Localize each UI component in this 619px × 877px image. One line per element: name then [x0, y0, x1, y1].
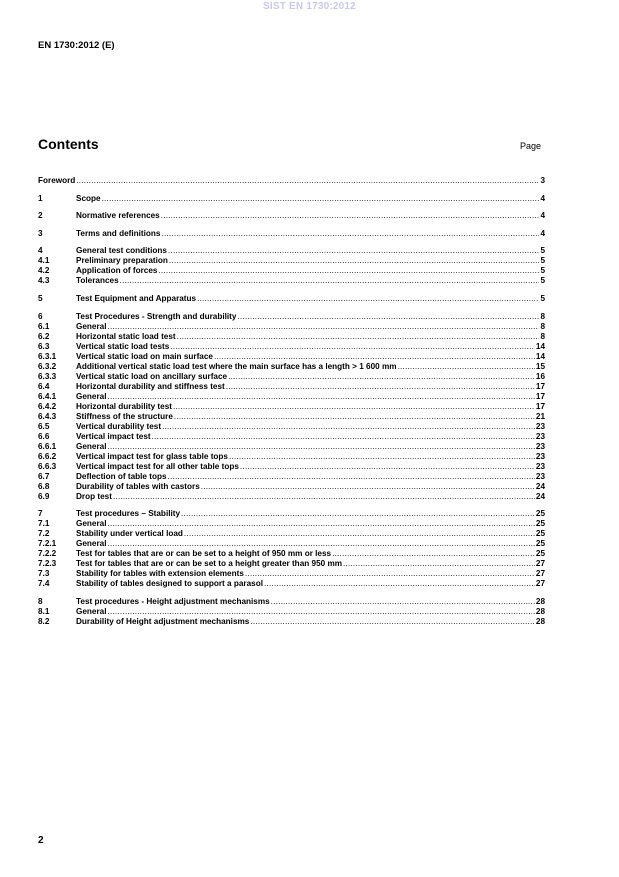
- toc-entry-number: 7.1: [38, 519, 50, 529]
- toc-entry[interactable]: [38, 211, 545, 221]
- toc-entry[interactable]: [38, 266, 545, 276]
- toc-entry-page: 23: [535, 471, 545, 481]
- toc-dot-leader: [161, 229, 539, 239]
- toc-entry-title: Test procedures – Stability: [76, 509, 181, 519]
- toc-entry-number: 6.4.2: [38, 401, 57, 411]
- toc-entry-title: Tolerances: [76, 276, 119, 286]
- toc-entry-page: 25: [535, 539, 545, 549]
- toc-entry-title: General: [76, 321, 107, 331]
- toc-entry-title: Horizontal durability and stiffness test: [76, 381, 225, 391]
- toc-dot-leader: [120, 276, 540, 286]
- toc-entry-title: Test for tables that are or can be set to a height of 950 mm or less: [76, 549, 332, 559]
- toc-entry[interactable]: [38, 452, 545, 462]
- toc-entry-number: 2: [38, 211, 43, 221]
- toc-entry-page: 27: [535, 579, 545, 589]
- toc-dot-leader: [226, 382, 535, 392]
- toc-entry[interactable]: [38, 312, 545, 322]
- toc-dot-leader: [108, 607, 535, 617]
- toc-entry-page: 14: [535, 341, 545, 351]
- toc-entry-page: 28: [535, 606, 545, 616]
- toc-dot-leader: [108, 322, 540, 332]
- toc-entry-title: Vertical static load tests: [76, 341, 170, 351]
- toc-group-spacer: [38, 204, 545, 212]
- toc-entry[interactable]: [38, 332, 545, 342]
- toc-entry[interactable]: [38, 372, 545, 382]
- toc-entry-title: Test Procedures - Strength and durability: [76, 311, 237, 321]
- toc-dot-leader: [113, 492, 535, 502]
- toc-dot-leader: [168, 472, 535, 482]
- toc-entry-number: 4.2: [38, 266, 50, 276]
- toc-dot-leader: [174, 412, 535, 422]
- toc-entry-title: Stiffness of the structure: [76, 411, 173, 421]
- toc-group-spacer: [38, 286, 545, 294]
- toc-entry-page: 28: [535, 596, 545, 606]
- toc-entry[interactable]: [38, 342, 545, 352]
- toc-entry-page: 25: [535, 529, 545, 539]
- toc-entry-number: 7.3: [38, 569, 50, 579]
- toc-entry-number: 4.1: [38, 256, 50, 266]
- toc-entry-number: 7.2.1: [38, 539, 57, 549]
- toc-group-spacer: [38, 221, 545, 229]
- toc-entry-number: 6.4.1: [38, 391, 57, 401]
- toc-entry-number: 6.8: [38, 481, 50, 491]
- toc-entry-number: 7.2.3: [38, 559, 57, 569]
- toc-entry[interactable]: [38, 246, 545, 256]
- toc-entry[interactable]: [38, 229, 545, 239]
- toc-entry[interactable]: [38, 509, 545, 519]
- toc-entry-page: 5: [540, 293, 545, 303]
- toc-entry-number: 6.4: [38, 381, 50, 391]
- toc-entry-number: 1: [38, 193, 43, 203]
- toc-entry-title: Preliminary preparation: [76, 256, 168, 266]
- toc-entry-page: 14: [535, 351, 545, 361]
- toc-entry-title: Horizontal static load test: [76, 331, 176, 341]
- toc-entry-title: Additional vertical static load test where the main surface has a length > 1 600 mm: [76, 361, 397, 371]
- toc-entry-title: Test for tables that are or can be set to a height greater than 950 mm: [76, 559, 343, 569]
- toc-entry-number: 6: [38, 311, 43, 321]
- toc-entry[interactable]: [38, 422, 545, 432]
- toc-entry-page: 8: [540, 331, 545, 341]
- toc-entry-title: Drop test: [76, 491, 112, 501]
- toc-entry-page: 28: [535, 616, 545, 626]
- toc-entry-number: 8: [38, 596, 43, 606]
- toc-dot-leader: [237, 312, 539, 322]
- toc-entry-title: Vertical static load on main surface: [76, 351, 213, 361]
- toc-dot-leader: [197, 294, 539, 304]
- toc-entry-title: General: [76, 606, 107, 616]
- toc-entry[interactable]: [38, 597, 545, 607]
- toc-entry-title: Durability of Height adjustment mechanisms: [76, 616, 250, 626]
- toc-entry-number: 7.2: [38, 529, 50, 539]
- toc-group-spacer: [38, 502, 545, 510]
- toc-entry-number: 3: [38, 228, 43, 238]
- toc-group-spacer: [38, 304, 545, 312]
- page-column-label: Page: [520, 141, 542, 151]
- toc-entry-title: Test Equipment and Apparatus: [76, 293, 197, 303]
- toc-group-spacer: [38, 239, 545, 247]
- toc-entry-number: 6.9: [38, 491, 50, 501]
- toc-entry[interactable]: [38, 519, 545, 529]
- toc-entry-page: 4: [540, 228, 545, 238]
- toc-entry-number: 8.2: [38, 616, 50, 626]
- toc-entry-page: 5: [540, 276, 545, 286]
- toc-entry-number: 8.1: [38, 606, 50, 616]
- toc-entry-title: Terms and definitions: [76, 228, 161, 238]
- toc-dot-leader: [168, 246, 539, 256]
- toc-dot-leader: [271, 597, 535, 607]
- toc-entry[interactable]: [38, 322, 545, 332]
- toc-dot-leader: [245, 569, 535, 579]
- toc-entry[interactable]: [38, 472, 545, 482]
- toc-entry-page: 21: [535, 411, 545, 421]
- toc-entry-title: Application of forces: [76, 266, 158, 276]
- toc-dot-leader: [184, 529, 535, 539]
- toc-dot-leader: [228, 372, 535, 382]
- toc-entry-page: 23: [535, 421, 545, 431]
- toc-entry-page: 4: [540, 193, 545, 203]
- toc-entry[interactable]: [38, 256, 545, 266]
- toc-entry[interactable]: [38, 482, 545, 492]
- toc-entry-page: 25: [535, 509, 545, 519]
- toc-entry-page: 23: [535, 451, 545, 461]
- toc-entry-title: General test conditions: [76, 246, 167, 256]
- toc-entry-number: 6.4.3: [38, 411, 57, 421]
- toc-entry[interactable]: [38, 529, 545, 539]
- toc-entry-page: 5: [540, 256, 545, 266]
- toc-entry-number: 6.3: [38, 341, 50, 351]
- toc-dot-leader: [108, 392, 535, 402]
- toc-entry-page: 23: [535, 431, 545, 441]
- toc-dot-leader: [108, 519, 535, 529]
- toc-entry-title: General: [76, 539, 107, 549]
- toc-entry[interactable]: [38, 432, 545, 442]
- toc-entry-number: 4: [38, 246, 43, 256]
- toc-entry-number: 6.3.2: [38, 361, 57, 371]
- document-header: EN 1730:2012 (E): [38, 40, 115, 51]
- contents-title: Contents: [38, 136, 99, 152]
- toc-entry-number: 6.6.1: [38, 441, 57, 451]
- toc-entry-title: Stability of tables designed to support a parasol: [76, 579, 263, 589]
- toc-entry-title: Deflection of table tops: [76, 471, 167, 481]
- toc-entry[interactable]: [38, 176, 545, 186]
- toc-entry-page: 15: [535, 361, 545, 371]
- toc-entry[interactable]: [38, 579, 545, 589]
- toc-entry-title: Vertical impact test for all other table tops: [76, 461, 239, 471]
- toc-entry-page: 24: [535, 491, 545, 501]
- toc-entry[interactable]: [38, 492, 545, 502]
- toc-entry-page: 25: [535, 519, 545, 529]
- toc-dot-leader: [250, 617, 535, 627]
- toc-group-spacer: [38, 186, 545, 194]
- toc-entry-title: Normative references: [76, 211, 160, 221]
- toc-dot-leader: [201, 482, 535, 492]
- toc-entry-page: 3: [540, 176, 545, 185]
- toc-entry[interactable]: [38, 412, 545, 422]
- toc-dot-leader: [240, 462, 535, 472]
- toc-entry[interactable]: [38, 559, 545, 569]
- toc-entry-page: 4: [540, 211, 545, 221]
- toc-dot-leader: [332, 549, 535, 559]
- toc-entry[interactable]: [38, 392, 545, 402]
- toc-entry-number: 7: [38, 509, 43, 519]
- watermark: SIST EN 1730:2012: [263, 1, 356, 12]
- toc-entry-page: 17: [535, 401, 545, 411]
- toc-entry-number: 4.3: [38, 276, 50, 286]
- toc-entry-page: 24: [535, 481, 545, 491]
- toc-entry[interactable]: [38, 617, 545, 627]
- toc-dot-leader: [162, 422, 535, 432]
- toc-entry-page: 5: [540, 266, 545, 276]
- toc-entry-number: 7.2.2: [38, 549, 57, 559]
- toc-entry-number: 6.5: [38, 421, 50, 431]
- toc-entry-page: 23: [535, 441, 545, 451]
- toc-entry-number: 5: [38, 293, 43, 303]
- toc-dot-leader: [343, 559, 535, 569]
- toc-dot-leader: [158, 266, 539, 276]
- toc-entry[interactable]: [38, 549, 545, 559]
- toc-dot-leader: [102, 194, 540, 204]
- toc-entry[interactable]: [38, 607, 545, 617]
- toc-entry-page: 5: [540, 246, 545, 256]
- toc-entry[interactable]: [38, 539, 545, 549]
- toc-dot-leader: [177, 332, 540, 342]
- toc-entry-number: 6.6: [38, 431, 50, 441]
- page-number: 2: [38, 835, 44, 846]
- toc-entry[interactable]: [38, 352, 545, 362]
- toc-entry[interactable]: [38, 382, 545, 392]
- toc-entry-number: 6.6.2: [38, 451, 57, 461]
- toc-entry-title: Stability under vertical load: [76, 529, 183, 539]
- toc-entry-title: General: [76, 391, 107, 401]
- toc-entry-page: 17: [535, 391, 545, 401]
- toc-entry-page: 16: [535, 371, 545, 381]
- toc-entry-title: Foreword: [38, 176, 76, 185]
- toc-group-spacer: [38, 589, 545, 597]
- toc-dot-leader: [181, 509, 535, 519]
- toc-entry-page: 27: [535, 559, 545, 569]
- toc-entry-number: 6.1: [38, 321, 50, 331]
- toc-entry[interactable]: [38, 442, 545, 452]
- toc-dot-leader: [173, 402, 535, 412]
- toc-entry-title: Durability of tables with castors: [76, 481, 200, 491]
- toc-dot-leader: [170, 342, 535, 352]
- toc-entry-page: 23: [535, 461, 545, 471]
- toc-entry-title: Vertical durability test: [76, 421, 162, 431]
- toc-entry-title: Test procedures - Height adjustment mechanisms: [76, 596, 270, 606]
- toc-entry-page: 8: [540, 321, 545, 331]
- table-of-contents: [38, 176, 545, 627]
- toc-entry-title: Horizontal durability test: [76, 401, 172, 411]
- toc-entry-number: 6.3.1: [38, 351, 57, 361]
- toc-entry-number: 6.3.3: [38, 371, 57, 381]
- toc-dot-leader: [152, 432, 535, 442]
- toc-entry-number: 6.2: [38, 331, 50, 341]
- toc-entry[interactable]: [38, 402, 545, 412]
- toc-entry-page: 27: [535, 569, 545, 579]
- toc-dot-leader: [169, 256, 540, 266]
- toc-entry[interactable]: [38, 194, 545, 204]
- toc-dot-leader: [398, 362, 535, 372]
- toc-dot-leader: [229, 452, 535, 462]
- toc-entry[interactable]: [38, 569, 545, 579]
- toc-entry-title: Stability for tables with extension elements: [76, 569, 244, 579]
- toc-dot-leader: [108, 539, 535, 549]
- toc-entry-title: General: [76, 519, 107, 529]
- toc-entry-number: 7.4: [38, 579, 50, 589]
- toc-entry[interactable]: [38, 294, 545, 304]
- toc-entry[interactable]: [38, 276, 545, 286]
- toc-entry-page: 17: [535, 381, 545, 391]
- toc-dot-leader: [108, 442, 535, 452]
- toc-entry-page: 25: [535, 549, 545, 559]
- toc-entry-title: General: [76, 441, 107, 451]
- toc-dot-leader: [76, 176, 539, 186]
- toc-dot-leader: [214, 352, 535, 362]
- toc-dot-leader: [264, 579, 535, 589]
- toc-entry[interactable]: [38, 462, 545, 472]
- toc-entry-title: Vertical static load on ancillary surface: [76, 371, 228, 381]
- toc-entry[interactable]: [38, 362, 545, 372]
- toc-entry-page: 8: [540, 311, 545, 321]
- toc-entry-title: Scope: [76, 193, 101, 203]
- toc-entry-title: Vertical impact test: [76, 431, 151, 441]
- toc-entry-number: 6.6.3: [38, 461, 57, 471]
- toc-entry-title: Vertical impact test for glass table tops: [76, 451, 228, 461]
- toc-dot-leader: [161, 211, 540, 221]
- toc-entry-number: 6.7: [38, 471, 50, 481]
